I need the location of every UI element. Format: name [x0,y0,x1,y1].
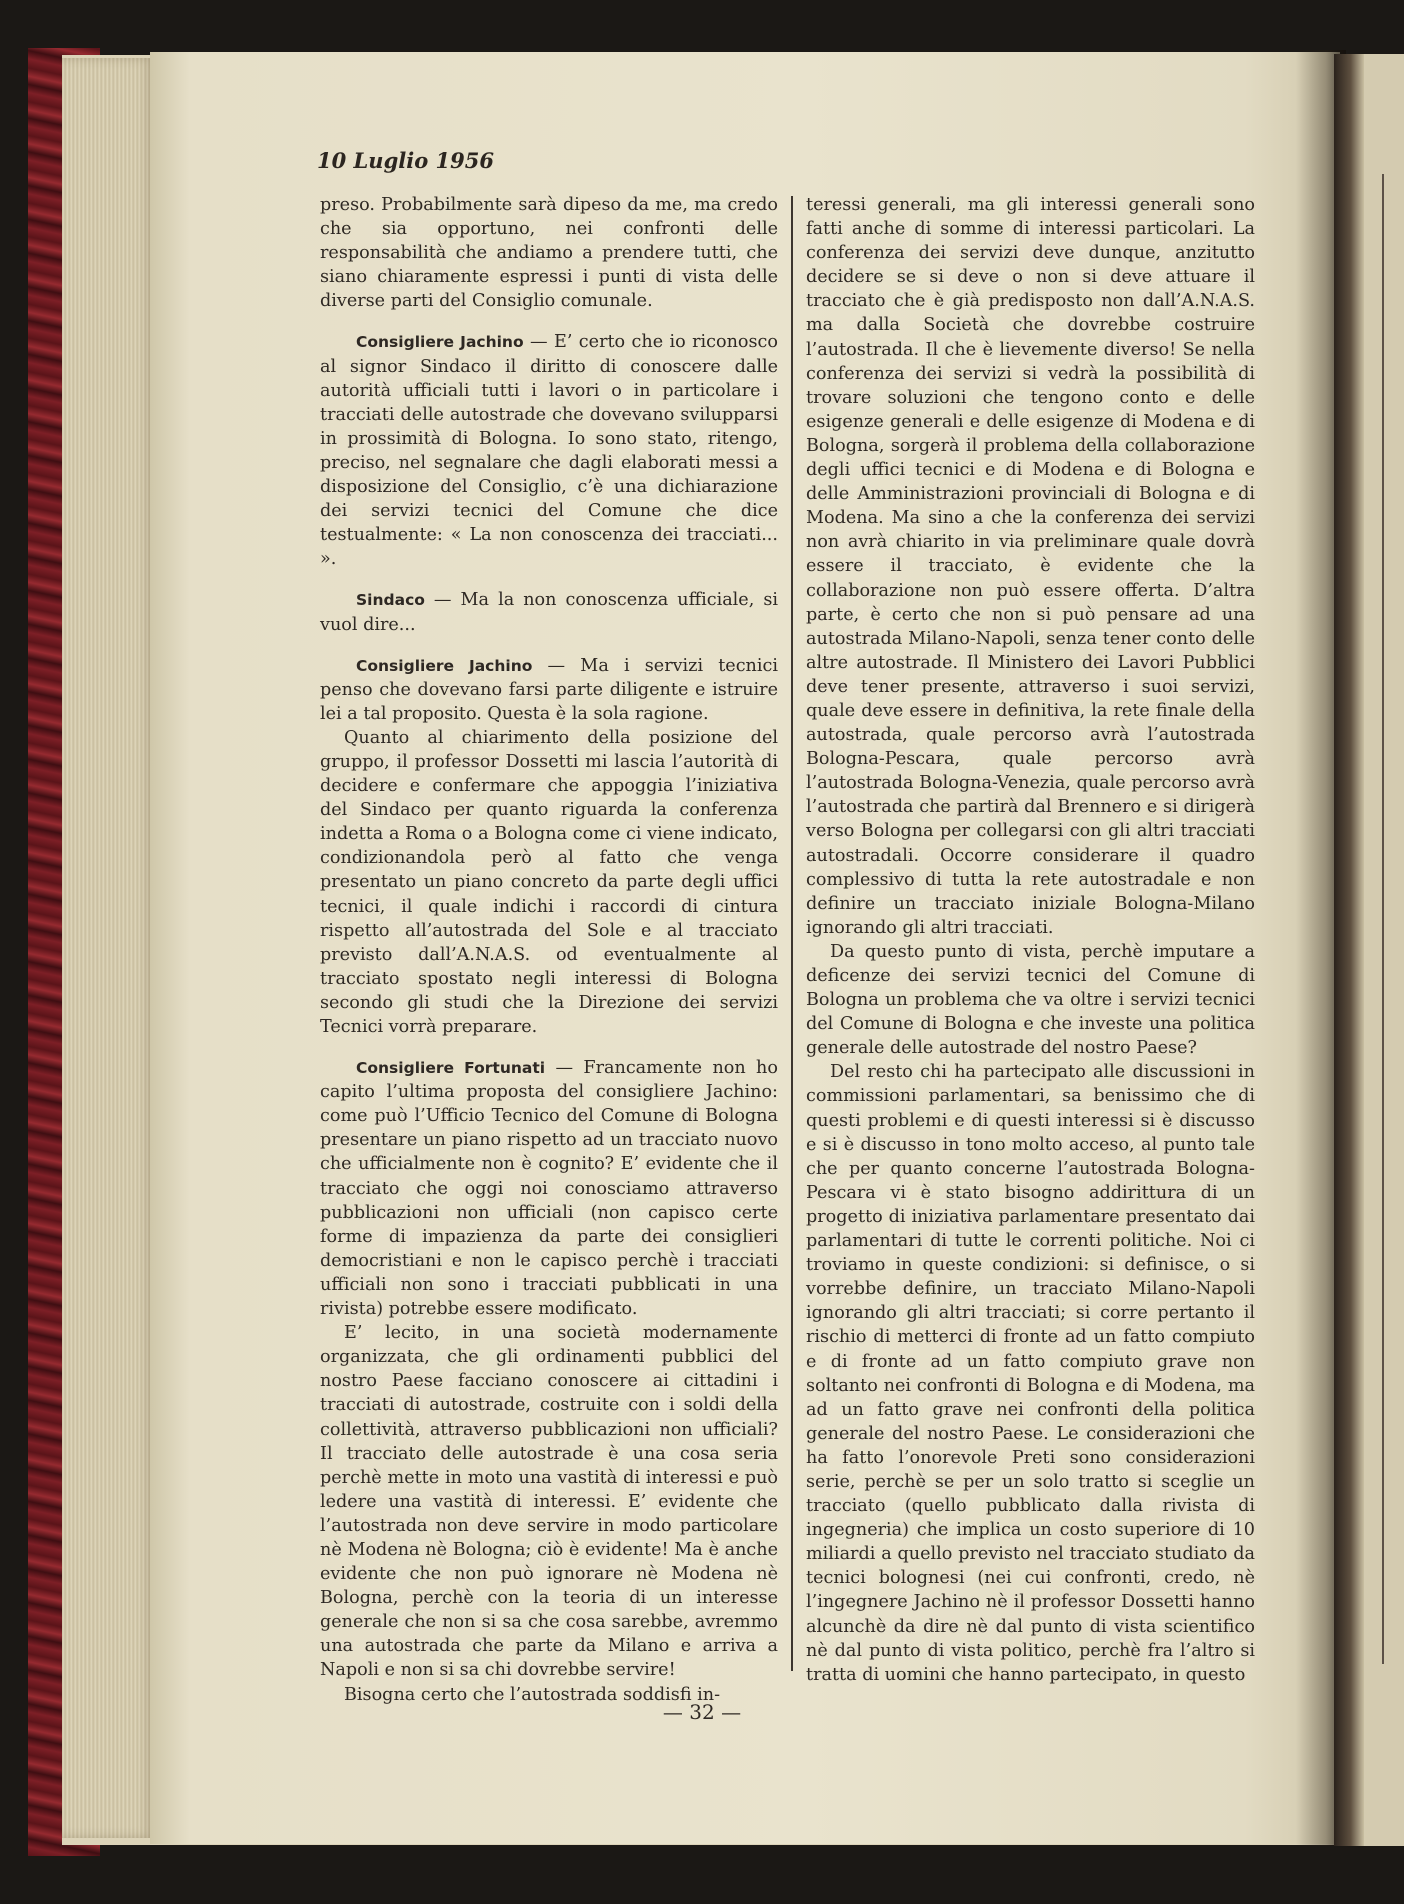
paragraph-text: — Ma la non conoscenza ufficiale, si vuol dire... [320,590,778,635]
paragraph-text: — E’ certo che io riconosco al signor Sindaco il diritto di conoscere dalle autorità ufficiali tutti i lavori o in particolare i tracciati delle autostrade che dovevano svilupparsi in prossimità di Bologna. Io sono stato, ritengo, preciso, nel segnalare che dagli elaborati messi a disposizione del Consiglio, c’è una dichiarazione dei servizi tecnici del Comune che dice testualmente: « La non conoscenza dei tracciati... ». [320,332,778,570]
paragraph-text: Del resto chi ha partecipato alle discussioni in commissioni parlamentari, sa benissimo che di questi problemi e di questi interessi si è discusso e si è discusso in tono molto acceso, al punto tale che per quanto concerne l’autostrada Bologna-Pescara vi è stato bisogno addirittura di un progetto di iniziativa parlamentare presentato dai parlamentari di tutte le correnti politiche. Noi ci troviamo in queste condizioni: si definisce, o si vorrebbe definire, un tracciato Milano-Napoli ignorando gli altri tracciati; si corre pertanto il rischio di metterci di fronte ad un fatto compiuto e di fronte ad un fatto compiuto grave non soltanto nei confronti di Bologna e di Modena, ma ad un fatto grave nei confronti della politica generale del nostro Paese. Le considerazioni che ha fatto l’onorevole Preti sono considerazioni serie, perchè se per un solo tratto si sceglie un tracciato (quello pubblicato dalla rivista di ingegneria) che implica un costo superiore di 10 miliardi a quello previsto nel tracciato studiato da tecnici bolognesi (nei cui confronti, credo, nè l’ingegnere Jachino nè il professor Dossetti hanno alcunchè da dire nè dal punto di vista scientifico nè dal punto di vista politico, perchè fra l’altro si tratta di uomini che hanno partecipato, in questo [806,1062,1255,1685]
page-edges [62,58,154,1838]
text-column-right [806,193,1255,1687]
paragraph [320,1321,778,1682]
paragraph [806,193,1255,940]
speaker-paragraph [320,1056,778,1321]
paragraph-text: — Francamente non ho capito l’ultima proposta del consigliere Jachino: come può l’Ufficio Tecnico del Comune di Bologna presentare un piano rispetto ad un tracciato nuovo che ufficialmente non è cognito? E’ evidente che il tracciato che oggi noi conosciamo attraverso pubblicazioni non ufficiali (non capisco certe forme di impazienza da parte dei consiglieri democristiani e non le capisco perchè i tracciati ufficiali non sono i tracciati pubblicati in una rivista) potrebbe essere modificato. [320,1058,778,1320]
paragraph-text: E’ lecito, in una società modernamente organizzata, che gli ordinamenti pubblici del nostro Paese facciano conoscere ai cittadini i tracciati di autostrade, costruite con i soldi della collettività, attraverso pubblicazioni non ufficiali? Il tracciato delle autostrade è una cosa seria perchè mette in moto una vastità di interessi e può ledere una vastità di interessi. E’ evidente che l’autostrada non deve servire in modo particolare nè Modena nè Bologna; ciò è evidente! Ma è anche evidente che non può ignorare nè Modena nè Bologna, perchè con la teoria di un interesse generale che non si sa che cosa sarebbe, avremmo una autostrada che parte da Milano e arriva a Napoli e non si sa chi dovrebbe servire! [320,1323,778,1681]
speaker-name: Consigliere Jachino [356,656,533,675]
paragraph [806,940,1255,1060]
speaker-name: Consigliere Jachino [356,333,524,352]
paragraph-text: Quanto al chiarimento della posizione del gruppo, il professor Dossetti mi lascia l’autorità di decidere e confermare che appoggia l’iniziativa del Sindaco per quanto riguarda la conferenza indetta a Roma o a Bologna come ci viene indicato, condizionandola però al fatto che venga presentato un piano concreto da parte degli uffici tecnici, il quale indichi i raccordi di cintura rispetto all’autostrada del Sole e al tracciato previsto dall’A.N.A.S. od eventualmente al tracciato spostato negli interessi di Bologna secondo gli studi che la Direzione dei servizi Tecnici vorrà preparare. [320,727,778,1037]
text-column-left [320,193,778,1707]
paragraph-text: Bisogna certo che l’autostrada soddisfi in- [344,1684,721,1705]
speaker-paragraph [320,588,778,636]
running-header-date: 10 Luglio 1956 [317,148,494,173]
paragraph-text: preso. Probabilmente sarà dipeso da me, ma credo che sia opportuno, nei confronti delle responsabilità che andiamo a prendere tutti, che siano chiaramente espressi i punti di vista delle diverse parti del Consiglio comunale. [320,195,778,312]
paragraph-text: Da questo punto di vista, perchè imputare a deficenze dei servizi tecnici del Comune di Bologna un problema che va oltre i servizi tecnici del Comune di Bologna e che investe una politica generale delle autostrade del nostro Paese? [806,941,1255,1059]
paragraph-text: — Ma i servizi tecnici penso che dovevano farsi parte diligente e istruire lei a tal proposito. Questa è la sola ragione. [320,655,778,724]
paragraph [806,1060,1255,1686]
speaker-name: Sindaco [356,591,425,610]
speaker-name: Consigliere Fortunati [356,1059,546,1078]
page-number: — 32 — [662,1700,742,1724]
speaker-paragraph [320,330,778,571]
paragraph-text: teressi generali, ma gli interessi generali sono fatti anche di somme di interessi particolari. La conferenza dei servizi deve dunque, anzitutto decidere se si deve o non si deve attuare il tracciato che è già predisposto non dall’A.N.A.S. ma dalla Società che dovrebbe costruire l’autostrada. Il che è lievemente diverso! Se nella conferenza dei servizi si vedrà la possibilità di trovare soluzioni che tengono conto e delle esigenze generali e delle esigenze di Modena e di Bologna, sorgerà il problema della collaborazione degli uffici tecnici e di Modena e di Bologna e delle Amministrazioni provinciali di Bologna e di Modena. Ma sino a che la conferenza dei servizi non avrà chiarito in via preliminare quale dovrà essere il tracciato, è evidente che la collaborazione non può essere offerta. D’altra parte, è certo che non si può pensare ad una autostrada Milano-Napoli, senza tener conto delle altre autostrade. Il Ministero dei Lavori Pubblici deve tener presente, attraverso i suoi servizi, quale deve essere in definitiva, la rete finale della autostrada, quale percorso avrà l’autostrada Bologna-Pescara, quale percorso avrà l’autostrada Bologna-Venezia, quale percorso avrà l’autostrada che partirà dal Brennero e si dirigerà verso Bologna per collegarsi con gli altri tracciati autostradali. Occorre considerare il quadro complessivo di tutta la rete autostradale e non definire un tracciato iniziale Bologna-Milano ignorando gli altri tracciati. [806,195,1255,938]
column-divider [791,196,793,1671]
facing-page-edge [1334,54,1404,1846]
paragraph [320,726,778,1039]
speaker-paragraph [320,654,778,726]
paragraph [320,193,778,313]
